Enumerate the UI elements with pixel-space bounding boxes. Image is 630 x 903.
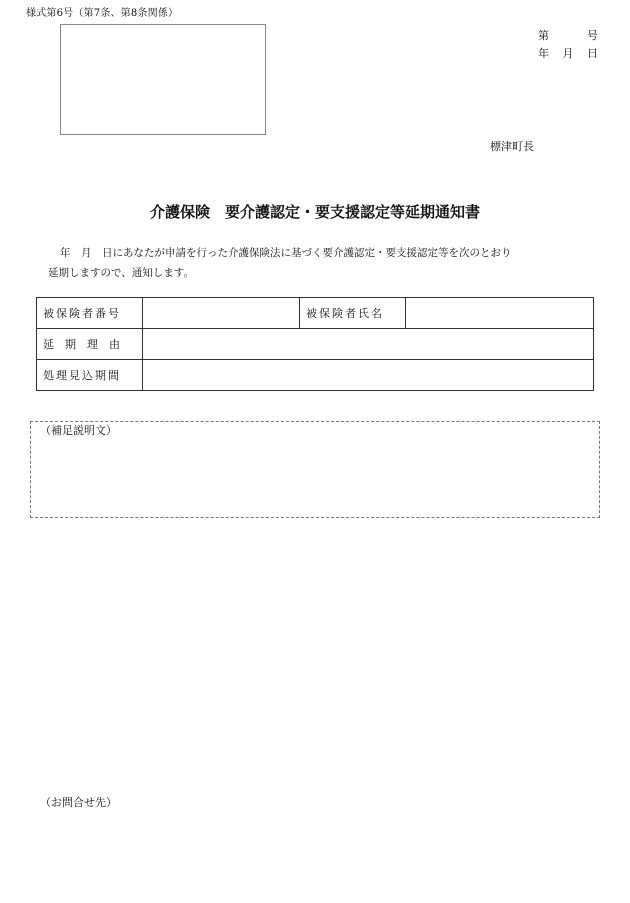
insured-number-value: [143, 298, 300, 329]
body-line-2: 延期しますので、通知します。: [48, 267, 194, 279]
period-value: [143, 360, 594, 391]
date-year-label: 年: [538, 47, 549, 60]
insured-name-label: 被保険者氏名: [300, 298, 406, 329]
table-row: [37, 360, 594, 391]
table-row: [37, 329, 594, 360]
insured-number-label: 被保険者番号: [37, 298, 143, 329]
form-number: 様式第6号（第7条、第8条関係）: [26, 8, 179, 19]
date-month-label: 月: [562, 47, 574, 60]
body-line-1: 年 月 日にあなたが申請を行った介護保険法に基づく要介護認定・要支援認定等を次のとおり: [60, 247, 512, 259]
reason-value: [143, 329, 594, 360]
document-number: [538, 27, 598, 45]
info-table: [36, 297, 594, 391]
number-label-dai: 第: [538, 29, 549, 42]
address-window-box: [60, 24, 266, 135]
document-date: [538, 45, 598, 61]
number-label-go: 号: [587, 29, 598, 42]
reason-label: 延期理由: [37, 329, 143, 360]
sender-name: 標津町長: [490, 140, 534, 153]
date-day-label: 日: [587, 47, 598, 60]
insured-name-value: [406, 298, 594, 329]
body-text: [48, 243, 588, 283]
contact-label: （お問合せ先）: [40, 796, 117, 809]
period-label: 処理見込期間: [37, 360, 143, 391]
supplement-label: （補足説明文）: [40, 424, 117, 437]
page-title: 介護保険 要介護認定・要支援認定等延期通知書: [149, 203, 480, 221]
table-row: [37, 298, 594, 329]
